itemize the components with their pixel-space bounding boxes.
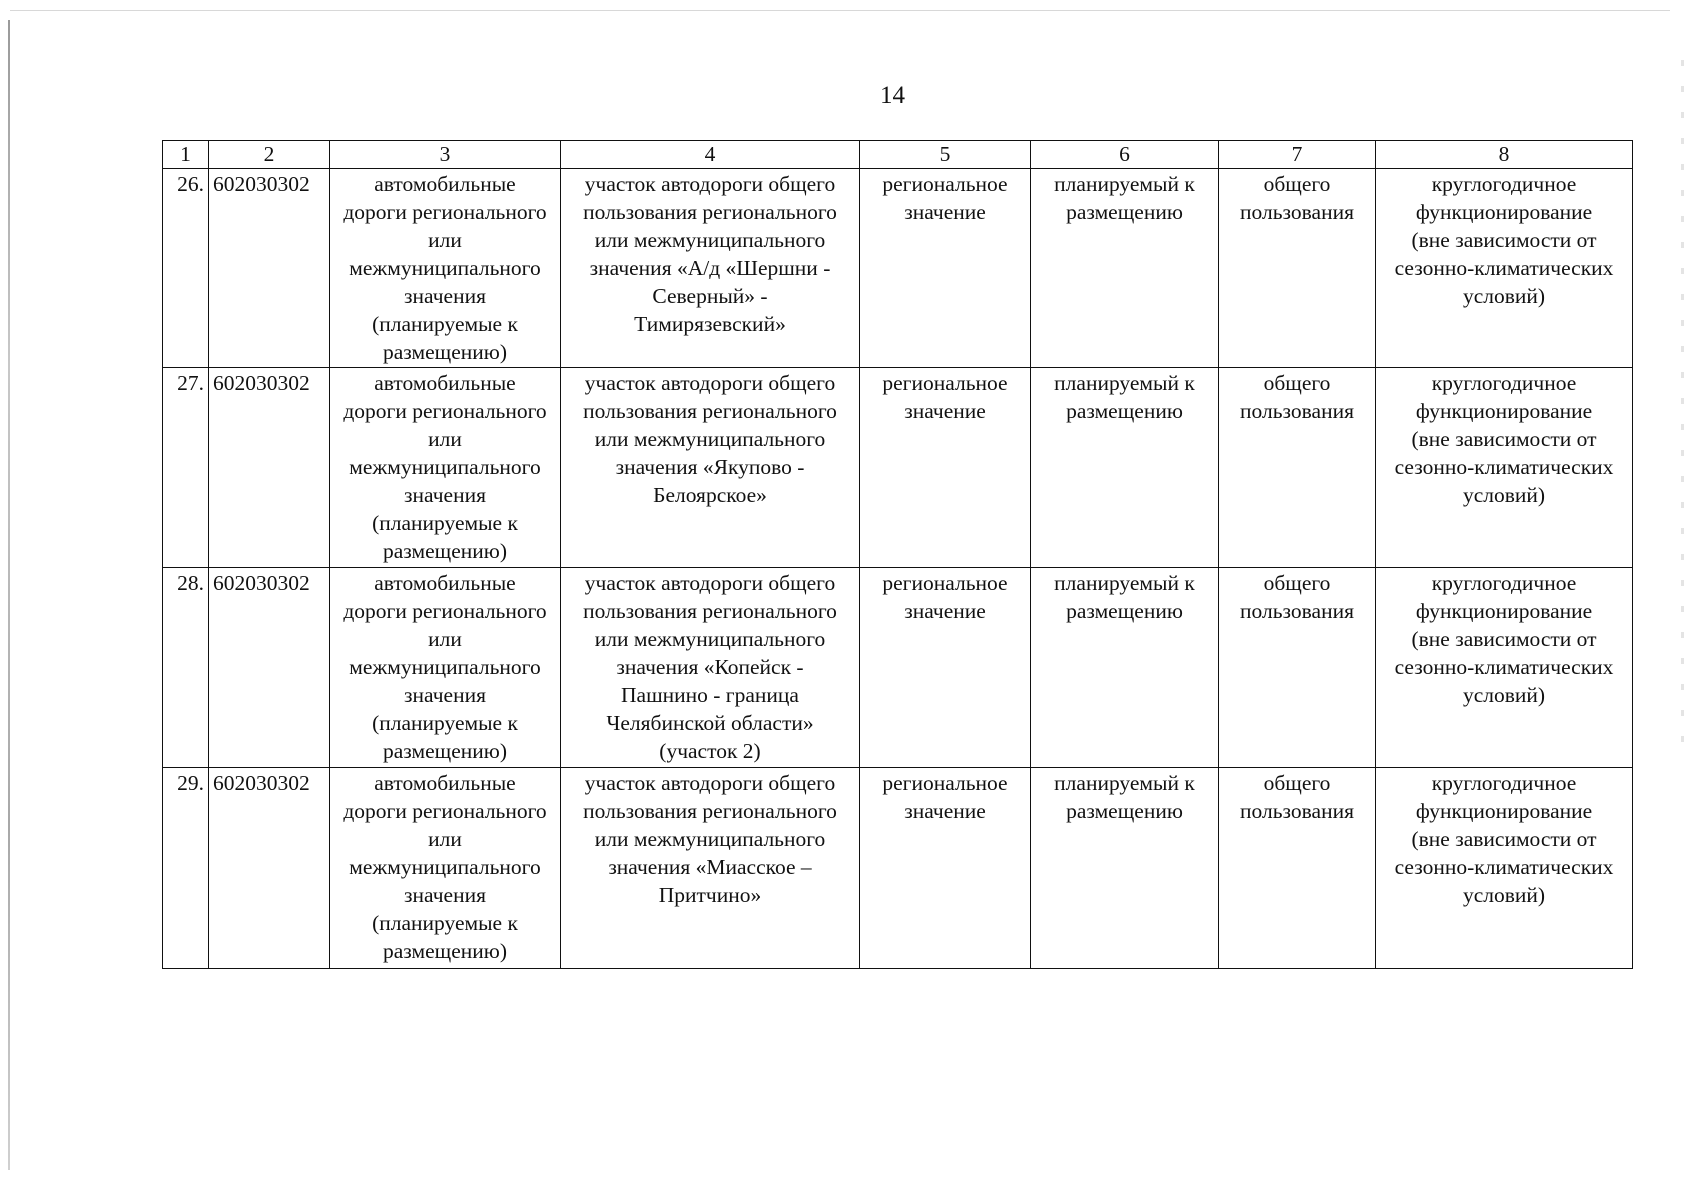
text-line: региональное bbox=[882, 371, 1008, 395]
row-number: 28. bbox=[163, 568, 209, 768]
object-significance bbox=[860, 368, 1031, 568]
text-line: значения «А/д «Шершни - bbox=[589, 256, 831, 280]
column-number: 3 bbox=[330, 141, 561, 169]
object-usage bbox=[1219, 568, 1376, 768]
text-line: условий) bbox=[1462, 284, 1546, 308]
text-line: или bbox=[428, 228, 462, 252]
text-line: значение bbox=[904, 200, 986, 224]
text-line: межмуниципального bbox=[349, 455, 541, 479]
text-line: пользования регионального bbox=[583, 200, 837, 224]
text-line: размещению) bbox=[383, 739, 507, 763]
text-line: межмуниципального bbox=[349, 655, 541, 679]
text-line: межмуниципального bbox=[349, 855, 541, 879]
scan-top-edge bbox=[10, 10, 1670, 11]
column-number: 2 bbox=[209, 141, 330, 169]
text-line: значение bbox=[904, 599, 986, 623]
text-line: планируемый к bbox=[1054, 371, 1195, 395]
column-number: 5 bbox=[860, 141, 1031, 169]
text-line: Челябинской области» bbox=[606, 711, 814, 735]
text-line: (вне зависимости от bbox=[1411, 427, 1597, 451]
text-line: условий) bbox=[1462, 483, 1546, 507]
column-number: 4 bbox=[561, 141, 860, 169]
objects-table bbox=[162, 140, 1633, 969]
text-line: пользования bbox=[1240, 399, 1354, 423]
text-line: планируемый к bbox=[1054, 172, 1195, 196]
table-row bbox=[163, 768, 1633, 969]
object-code: 602030302 bbox=[209, 768, 330, 969]
text-line: значения bbox=[404, 284, 486, 308]
text-line: сезонно-климатических bbox=[1394, 655, 1614, 679]
text-line: Притчино» bbox=[658, 883, 762, 907]
text-line: значения bbox=[404, 483, 486, 507]
column-number: 8 bbox=[1376, 141, 1633, 169]
text-line: общего bbox=[1263, 172, 1331, 196]
text-line: Белоярское» bbox=[653, 483, 767, 507]
text-line: пользования bbox=[1240, 599, 1354, 623]
column-number-row bbox=[163, 141, 1633, 169]
text-line: (вне зависимости от bbox=[1411, 827, 1597, 851]
text-line: (планируемые к bbox=[372, 911, 518, 935]
text-line: или bbox=[428, 827, 462, 851]
text-line: сезонно-климатических bbox=[1394, 256, 1614, 280]
text-line: дороги регионального bbox=[343, 599, 547, 623]
text-line: Пашнино - граница bbox=[621, 683, 799, 707]
text-line: планируемый к bbox=[1054, 771, 1195, 795]
object-usage bbox=[1219, 169, 1376, 368]
text-line: автомобильные bbox=[374, 172, 516, 196]
object-usage bbox=[1219, 768, 1376, 969]
column-number: 6 bbox=[1031, 141, 1219, 169]
text-line: значения bbox=[404, 883, 486, 907]
text-line: пользования регионального bbox=[583, 399, 837, 423]
object-mode bbox=[1376, 568, 1633, 768]
text-line: пользования bbox=[1240, 799, 1354, 823]
text-line: межмуниципального bbox=[349, 256, 541, 280]
object-mode bbox=[1376, 768, 1633, 969]
table-row bbox=[163, 368, 1633, 568]
text-line: (планируемые к bbox=[372, 511, 518, 535]
text-line: или bbox=[428, 627, 462, 651]
text-line: участок автодороги общего bbox=[584, 172, 836, 196]
text-line: региональное bbox=[882, 571, 1008, 595]
text-line: автомобильные bbox=[374, 571, 516, 595]
row-number: 27. bbox=[163, 368, 209, 568]
object-code: 602030302 bbox=[209, 368, 330, 568]
object-status bbox=[1031, 768, 1219, 969]
object-code: 602030302 bbox=[209, 568, 330, 768]
text-line: значения bbox=[404, 683, 486, 707]
object-significance bbox=[860, 568, 1031, 768]
scan-right-speckle bbox=[1681, 60, 1684, 760]
text-line: значение bbox=[904, 399, 986, 423]
text-line: размещению) bbox=[383, 939, 507, 963]
text-line: региональное bbox=[882, 771, 1008, 795]
object-significance bbox=[860, 768, 1031, 969]
object-mode bbox=[1376, 169, 1633, 368]
text-line: размещению bbox=[1066, 799, 1183, 823]
object-name bbox=[561, 368, 860, 568]
text-line: дороги регионального bbox=[343, 799, 547, 823]
text-line: функционирование bbox=[1415, 399, 1593, 423]
text-line: региональное bbox=[882, 172, 1008, 196]
text-line: размещению) bbox=[383, 539, 507, 563]
page-number: 14 bbox=[880, 82, 905, 109]
text-line: сезонно-климатических bbox=[1394, 855, 1614, 879]
text-line: или межмуниципального bbox=[594, 228, 826, 252]
text-line: (вне зависимости от bbox=[1411, 627, 1597, 651]
text-line: Северный» - bbox=[652, 284, 768, 308]
object-significance bbox=[860, 169, 1031, 368]
object-code: 602030302 bbox=[209, 169, 330, 368]
text-line: (участок 2) bbox=[659, 739, 761, 763]
text-line: (планируемые к bbox=[372, 711, 518, 735]
text-line: функционирование bbox=[1415, 599, 1593, 623]
text-line: общего bbox=[1263, 371, 1331, 395]
text-line: или межмуниципального bbox=[594, 427, 826, 451]
column-number: 1 bbox=[163, 141, 209, 169]
object-name bbox=[561, 568, 860, 768]
text-line: условий) bbox=[1462, 883, 1546, 907]
text-line: значения «Копейск - bbox=[616, 655, 804, 679]
text-line: пользования регионального bbox=[583, 799, 837, 823]
text-line: круглогодичное bbox=[1431, 571, 1577, 595]
text-line: пользования bbox=[1240, 200, 1354, 224]
row-number: 26. bbox=[163, 169, 209, 368]
text-line: круглогодичное bbox=[1431, 172, 1577, 196]
text-line: функционирование bbox=[1415, 799, 1593, 823]
text-line: значение bbox=[904, 799, 986, 823]
object-mode bbox=[1376, 368, 1633, 568]
text-line: общего bbox=[1263, 571, 1331, 595]
object-type bbox=[330, 768, 561, 969]
text-line: размещению bbox=[1066, 399, 1183, 423]
text-line: значения «Миасское – bbox=[608, 855, 812, 879]
object-status bbox=[1031, 368, 1219, 568]
text-line: или межмуниципального bbox=[594, 827, 826, 851]
text-line: участок автодороги общего bbox=[584, 371, 836, 395]
object-name bbox=[561, 169, 860, 368]
text-line: размещению bbox=[1066, 200, 1183, 224]
object-usage bbox=[1219, 368, 1376, 568]
text-line: (вне зависимости от bbox=[1411, 228, 1597, 252]
text-line: или bbox=[428, 427, 462, 451]
row-number: 29. bbox=[163, 768, 209, 969]
text-line: условий) bbox=[1462, 683, 1546, 707]
object-type bbox=[330, 368, 561, 568]
table-row bbox=[163, 169, 1633, 368]
object-type bbox=[330, 568, 561, 768]
table-row bbox=[163, 568, 1633, 768]
text-line: или межмуниципального bbox=[594, 627, 826, 651]
object-status bbox=[1031, 169, 1219, 368]
column-number: 7 bbox=[1219, 141, 1376, 169]
text-line: Тимирязевский» bbox=[634, 312, 786, 336]
text-line: дороги регионального bbox=[343, 200, 547, 224]
text-line: участок автодороги общего bbox=[584, 571, 836, 595]
text-line: планируемый к bbox=[1054, 571, 1195, 595]
object-status bbox=[1031, 568, 1219, 768]
text-line: функционирование bbox=[1415, 200, 1593, 224]
text-line: круглогодичное bbox=[1431, 371, 1577, 395]
text-line: круглогодичное bbox=[1431, 771, 1577, 795]
text-line: сезонно-климатических bbox=[1394, 455, 1614, 479]
text-line: значения «Якупово - bbox=[615, 455, 805, 479]
text-line: размещению bbox=[1066, 599, 1183, 623]
object-name bbox=[561, 768, 860, 969]
text-line: автомобильные bbox=[374, 771, 516, 795]
text-line: (планируемые к bbox=[372, 312, 518, 336]
object-type bbox=[330, 169, 561, 368]
scan-left-edge bbox=[8, 20, 10, 1170]
text-line: участок автодороги общего bbox=[584, 771, 836, 795]
text-line: размещению) bbox=[383, 340, 507, 364]
text-line: общего bbox=[1263, 771, 1331, 795]
text-line: автомобильные bbox=[374, 371, 516, 395]
text-line: дороги регионального bbox=[343, 399, 547, 423]
text-line: пользования регионального bbox=[583, 599, 837, 623]
